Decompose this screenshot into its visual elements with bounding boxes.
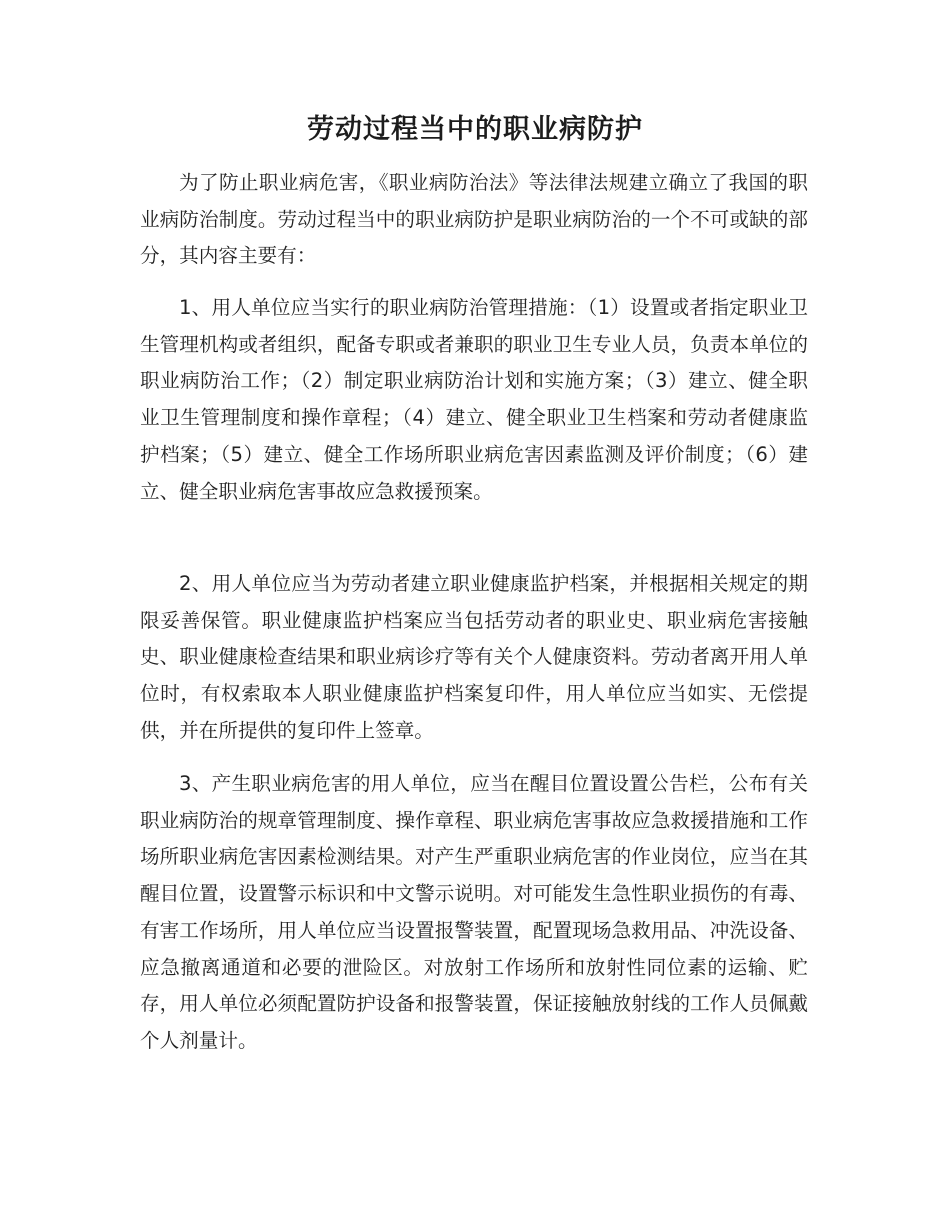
intro-paragraph-block xyxy=(140,165,808,275)
section-2-paragraph: 2、用人单位应当为劳动者建立职业健康监护档案，并根据相关规定的期限妥善保管。职业健康监护档案应当包括劳动者的职业史、职业病危害接触史、职业健康检查结果和职业病诊疗等有关个人健康资料。劳动者离开用人单位时，有权索取本人职业健康监护档案复印件，用人单位应当如实、无偿提供，并在所提供的复印件上签章。 xyxy=(140,572,808,742)
document-title: 劳动过程当中的职业病防护 xyxy=(307,114,643,145)
section-3-paragraph: 3、产生职业病危害的用人单位，应当在醒目位置设置公告栏，公布有关职业病防治的规章管理制度、操作章程、职业病危害事故应急救援措施和工作场所职业病危害因素检测结果。对产生严重职业病危害的作业岗位，应当在其醒目位置，设置警示标识和中文警示说明。对可能发生急性职业损伤的有毒、有害工作场所，用人单位应当设置报警装置，配置现场急救用品、冲洗设备、应急撤离通道和必要的泄险区。对放射工作场所和放射性同位素的运输、贮存，用人单位必须配置防护设备和报警装置，保证接触放射线的工作人员佩戴个人剂量计。 xyxy=(140,772,808,1052)
section-1-block xyxy=(140,290,808,510)
section-2-block xyxy=(140,566,808,750)
section-3-block xyxy=(140,766,808,1060)
section-1-paragraph: 1、用人单位应当实行的职业病防治管理措施：（1）设置或者指定职业卫生管理机构或者组织，配备专职或者兼职的职业卫生专业人员，负责本单位的职业病防治工作；（2）制定职业病防治计划和实施方案；（3）建立、健全职业卫生管理制度和操作章程；（4）建立、健全职业卫生档案和劳动者健康监护档案；（5）建立、健全工作场所职业病危害因素监测及评价制度；（6）建立、健全职业病危害事故应急救援预案。 xyxy=(140,296,808,503)
intro-paragraph: 为了防止职业病危害，《职业病防治法》等法律法规建立确立了我国的职业病防治制度。劳动过程当中的职业病防护是职业病防治的一个不可或缺的部分，其内容主要有： xyxy=(140,171,808,268)
